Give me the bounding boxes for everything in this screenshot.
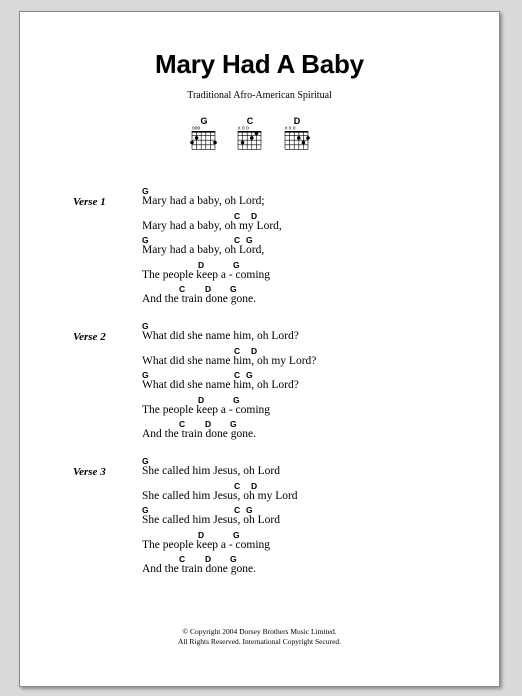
fretboard-grid bbox=[190, 126, 218, 152]
chord-diagram-g bbox=[190, 116, 218, 162]
verse-label: Verse 3 bbox=[73, 466, 106, 478]
chord-diagram-name: C bbox=[246, 116, 254, 126]
lyric-line: What did she name him, oh my Lord? bbox=[142, 354, 317, 367]
chord-diagram-name: D bbox=[293, 116, 301, 126]
chord-symbol: C bbox=[179, 554, 186, 565]
finger-dot bbox=[213, 141, 217, 145]
chord-diagram-c bbox=[236, 116, 264, 162]
chord-symbol: G bbox=[246, 370, 253, 381]
finger-dot bbox=[306, 136, 310, 140]
verse-label: Verse 1 bbox=[73, 196, 106, 208]
fretboard-grid bbox=[283, 126, 311, 152]
chord-symbol: G bbox=[142, 186, 149, 196]
chord-symbol: G bbox=[233, 394, 240, 405]
chord-symbol: C bbox=[234, 210, 241, 221]
string-markers: ooo bbox=[192, 126, 201, 132]
copyright-notice bbox=[20, 627, 499, 647]
finger-dot bbox=[297, 136, 301, 140]
finger-dot bbox=[250, 136, 254, 140]
chord-diagrams bbox=[20, 116, 499, 166]
lyric-line: Mary had a baby, oh my Lord, bbox=[142, 219, 282, 232]
string-markers: x o o bbox=[238, 126, 249, 132]
finger-dot bbox=[190, 141, 194, 145]
nut bbox=[285, 131, 308, 133]
chord-symbol: G bbox=[246, 505, 253, 516]
chord-symbol: G bbox=[230, 419, 237, 430]
chord-symbol: G bbox=[233, 529, 240, 540]
lyric-line: Mary had a baby, oh Lord, bbox=[142, 244, 265, 257]
verse-label: Verse 2 bbox=[73, 331, 106, 343]
lyric-line: Mary had a baby, oh Lord; bbox=[142, 195, 265, 207]
chord-symbol: D bbox=[251, 210, 258, 221]
chord-symbol: C bbox=[234, 480, 241, 491]
chord-symbol: C bbox=[234, 505, 241, 516]
song-subtitle: Traditional Afro-American Spiritual bbox=[187, 90, 332, 101]
chord-diagram-d bbox=[283, 116, 311, 162]
lyric-line: She called him Jesus, oh Lord bbox=[142, 465, 280, 477]
finger-dot bbox=[195, 136, 199, 140]
lyric-line: She called him Jesus, oh my Lord bbox=[142, 489, 298, 502]
chord-symbol: G bbox=[233, 259, 240, 270]
chord-symbol: C bbox=[234, 370, 241, 381]
string-markers: x x o bbox=[285, 126, 296, 132]
lyric-line: The people keep a - coming bbox=[142, 538, 271, 551]
chord-symbol: G bbox=[142, 321, 149, 331]
chord-symbol: D bbox=[205, 284, 212, 295]
chord-diagram-name: G bbox=[200, 116, 208, 126]
chord-symbol: G bbox=[142, 370, 149, 381]
finger-dot bbox=[241, 141, 245, 145]
song-title: Mary Had A Baby bbox=[155, 49, 364, 79]
lyric-line: What did she name him, oh Lord? bbox=[142, 379, 299, 392]
lyric-line: And the train done gone. bbox=[142, 293, 257, 306]
lyric-line: And the train done gone. bbox=[142, 563, 257, 576]
chord-symbol: D bbox=[205, 554, 212, 565]
chord-symbol: G bbox=[142, 456, 149, 466]
lyric-line: And the train done gone. bbox=[142, 428, 257, 441]
chord-symbol: D bbox=[198, 259, 205, 270]
lyric-line: The people keep a - coming bbox=[142, 403, 271, 416]
chord-symbol: C bbox=[179, 419, 186, 430]
chord-symbol: G bbox=[246, 235, 253, 246]
chord-symbol: C bbox=[179, 284, 186, 295]
chord-symbol: D bbox=[205, 419, 212, 430]
chord-symbol: D bbox=[251, 480, 258, 491]
chord-symbol: C bbox=[234, 235, 241, 246]
lyric-line: The people keep a - coming bbox=[142, 268, 271, 281]
fretboard-grid bbox=[236, 126, 264, 152]
lyric-line: What did she name him, oh Lord? bbox=[142, 330, 299, 342]
nut bbox=[192, 131, 215, 133]
sheet-page bbox=[19, 11, 500, 687]
lyric-line: She called him Jesus, oh Lord bbox=[142, 514, 280, 527]
chord-symbol: D bbox=[198, 529, 205, 540]
chord-symbol: G bbox=[230, 284, 237, 295]
copyright-line-1: © Copyright 2004 Dorsey Brothers Music Limited. bbox=[182, 627, 337, 636]
finger-dot bbox=[302, 141, 306, 145]
copyright-line-2: All Rights Reserved. International Copyright Secured. bbox=[177, 637, 342, 646]
chord-symbol: D bbox=[251, 345, 258, 356]
finger-dot bbox=[255, 132, 259, 136]
chord-symbol: G bbox=[230, 554, 237, 565]
chord-symbol: C bbox=[234, 345, 241, 356]
chord-symbol: G bbox=[142, 505, 149, 516]
chord-symbol: G bbox=[142, 235, 149, 246]
chord-symbol: D bbox=[198, 394, 205, 405]
